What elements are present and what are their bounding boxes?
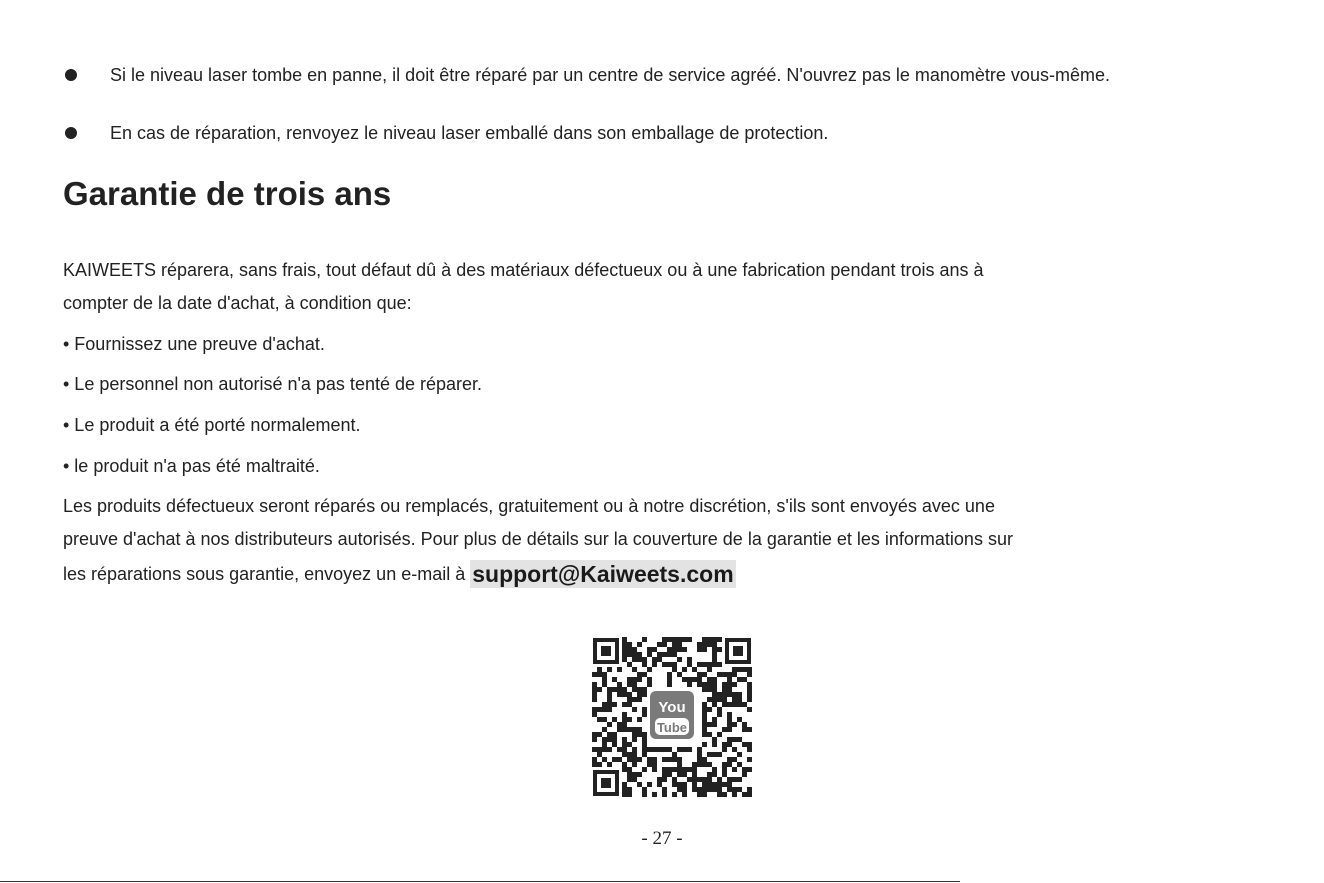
page-number: - 27 - — [641, 828, 683, 849]
warranty-intro-line-1: KAIWEETS réparera, sans frais, tout défaut dû à des matériaux défectueux ou à une fabrication pendant trois ans à — [63, 260, 984, 280]
condition-item: • Le personnel non autorisé n'a pas tenté de réparer. — [63, 374, 483, 394]
bullet-text: Si le niveau laser tombe en panne, il doit être réparé par un centre de service agréé. N'ouvrez pas le manomètre vous-même. — [110, 65, 1110, 85]
bullet-dot-icon — [65, 127, 77, 139]
youtube-qr-code[interactable] — [592, 637, 752, 797]
bottom-divider — [0, 881, 960, 882]
warranty-closing-prefix: les réparations sous garantie, envoyez un e-mail à — [63, 564, 471, 584]
qr-finder-bottom-left-center — [601, 778, 611, 788]
bullet-text: En cas de réparation, renvoyez le niveau laser emballé dans son emballage de protection. — [110, 123, 829, 143]
qr-finder-top-right-center — [733, 646, 743, 656]
condition-item: • Le produit a été porté normalement. — [63, 415, 361, 435]
youtube-logo-text-tube: Tube — [656, 720, 688, 735]
warranty-closing-line-1: Les produits défectueux seront réparés ou remplacés, gratuitement ou à notre discrétion, s'ils sont envoyés avec une — [63, 496, 995, 516]
condition-item: • Fournissez une preuve d'achat. — [63, 334, 325, 354]
section-heading: Garantie de trois ans — [63, 175, 392, 212]
condition-item: • le produit n'a pas été maltraité. — [63, 456, 320, 476]
warranty-closing-line-3 — [63, 560, 736, 588]
support-email-link[interactable]: support@Kaiweets.com — [472, 561, 734, 587]
bullet-dot-icon — [65, 69, 77, 81]
warranty-intro-line-2: compter de la date d'achat, à condition que: — [63, 293, 412, 313]
youtube-logo-text-you: You — [658, 699, 686, 716]
warranty-closing-line-2: preuve d'achat à nos distributeurs autorisés. Pour plus de détails sur la couverture de la garantie et les informations sur — [63, 529, 1013, 549]
qr-finder-top-left-center — [601, 646, 611, 656]
